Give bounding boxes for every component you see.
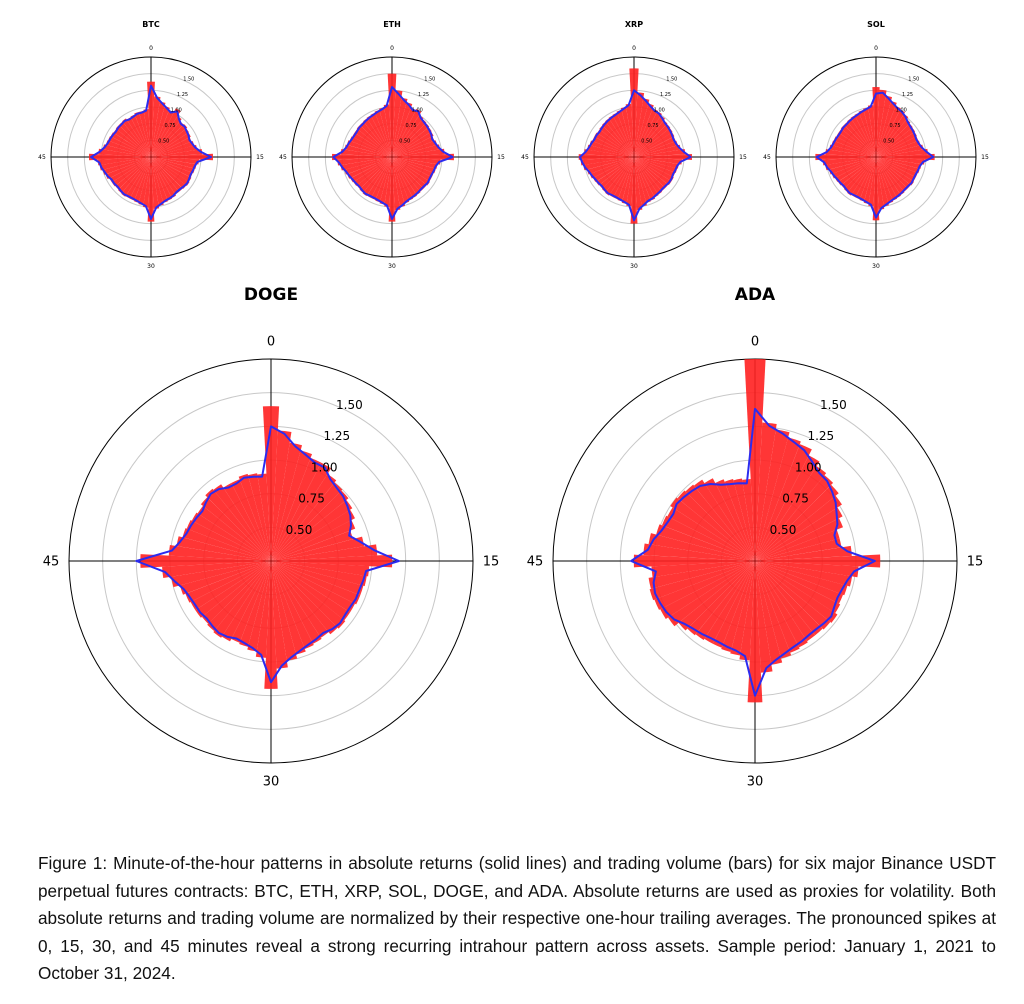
- r-tick-label: 0.50: [883, 138, 895, 145]
- polar-chart-doge: [43, 285, 500, 790]
- chart-title: BTC: [142, 20, 160, 29]
- direction-label-15: 15: [981, 154, 989, 162]
- r-tick-label: 1.50: [666, 76, 678, 83]
- polar-chart-xrp: [521, 20, 747, 270]
- r-tick-label: 0.50: [769, 522, 797, 537]
- r-tick-label: 1.00: [411, 107, 423, 114]
- direction-label-0: 0: [266, 334, 276, 350]
- direction-label-30: 30: [147, 263, 155, 271]
- direction-label-30: 30: [262, 774, 280, 790]
- r-tick-label: 1.50: [424, 76, 436, 83]
- r-tick-label: 0.75: [405, 123, 417, 130]
- direction-label-30: 30: [388, 263, 396, 271]
- polar-chart-ada: [527, 285, 984, 790]
- direction-label-45: 45: [526, 554, 544, 570]
- direction-label-30: 30: [872, 263, 880, 271]
- r-tick-label: 0.75: [889, 123, 901, 130]
- r-tick-label: 1.25: [417, 92, 430, 99]
- polar-chart-eth: [279, 20, 505, 270]
- r-tick-label: 0.75: [164, 123, 176, 130]
- r-tick-label: 1.00: [310, 460, 338, 475]
- r-tick-label: 0.75: [647, 123, 659, 130]
- r-tick-label: 1.25: [323, 429, 351, 444]
- r-tick-label: 1.50: [183, 76, 195, 83]
- direction-label-45: 45: [42, 554, 60, 570]
- direction-label-0: 0: [632, 45, 636, 53]
- r-tick-label: 0.50: [285, 522, 313, 537]
- direction-label-0: 0: [149, 45, 153, 53]
- polar-chart-sol: [763, 20, 989, 270]
- r-tick-label: 1.25: [176, 92, 189, 99]
- r-tick-label: 0.50: [158, 138, 170, 145]
- r-tick-label: 0.75: [782, 491, 809, 506]
- direction-label-0: 0: [750, 334, 760, 350]
- r-tick-label: 1.50: [820, 397, 847, 412]
- direction-label-0: 0: [390, 45, 394, 53]
- r-tick-label: 1.25: [807, 429, 835, 444]
- r-tick-label: 1.00: [170, 107, 182, 114]
- r-tick-label: 0.75: [298, 491, 325, 506]
- direction-label-15: 15: [256, 154, 264, 162]
- direction-label-45: 45: [279, 154, 287, 162]
- chart-title: ETH: [383, 20, 401, 29]
- r-tick-label: 1.25: [659, 92, 672, 99]
- direction-label-15: 15: [739, 154, 747, 162]
- r-tick-label: 1.50: [908, 76, 920, 83]
- direction-label-30: 30: [746, 774, 764, 790]
- polar-chart-btc: [38, 20, 264, 270]
- chart-title: SOL: [867, 20, 885, 29]
- direction-label-45: 45: [521, 154, 529, 162]
- figure-caption: Figure 1: Minute-of-the-hour patterns in absolute returns (solid lines) and trading volume (bars) for six major Binance USDT perpetual futures contracts: BTC, ETH, XRP, SOL, DOGE, and ADA. Absolute returns are used as proxies for volatility. Both absolute returns and trading volume are normalized by their respective one-hour trailing averages. The pronounced spikes at 0, 15, 30, and 45 minutes reveal a strong recurring intrahour pattern across assets. Sample period: January 1, 2021 to October 31, 2024.: [38, 853, 996, 983]
- direction-label-45: 45: [38, 154, 46, 162]
- r-tick-label: 1.00: [794, 460, 822, 475]
- direction-label-15: 15: [482, 554, 500, 570]
- direction-label-30: 30: [630, 263, 638, 271]
- r-tick-label: 0.50: [399, 138, 411, 145]
- r-tick-label: 1.00: [653, 107, 665, 114]
- chart-title: DOGE: [243, 285, 299, 305]
- r-tick-label: 1.25: [901, 92, 914, 99]
- direction-label-15: 15: [497, 154, 505, 162]
- r-tick-label: 1.00: [895, 107, 907, 114]
- chart-title: XRP: [624, 20, 644, 29]
- direction-label-15: 15: [966, 554, 984, 570]
- direction-label-0: 0: [874, 45, 878, 53]
- r-tick-label: 1.50: [336, 397, 363, 412]
- chart-title: ADA: [734, 285, 776, 305]
- direction-label-45: 45: [763, 154, 771, 162]
- r-tick-label: 0.50: [641, 138, 653, 145]
